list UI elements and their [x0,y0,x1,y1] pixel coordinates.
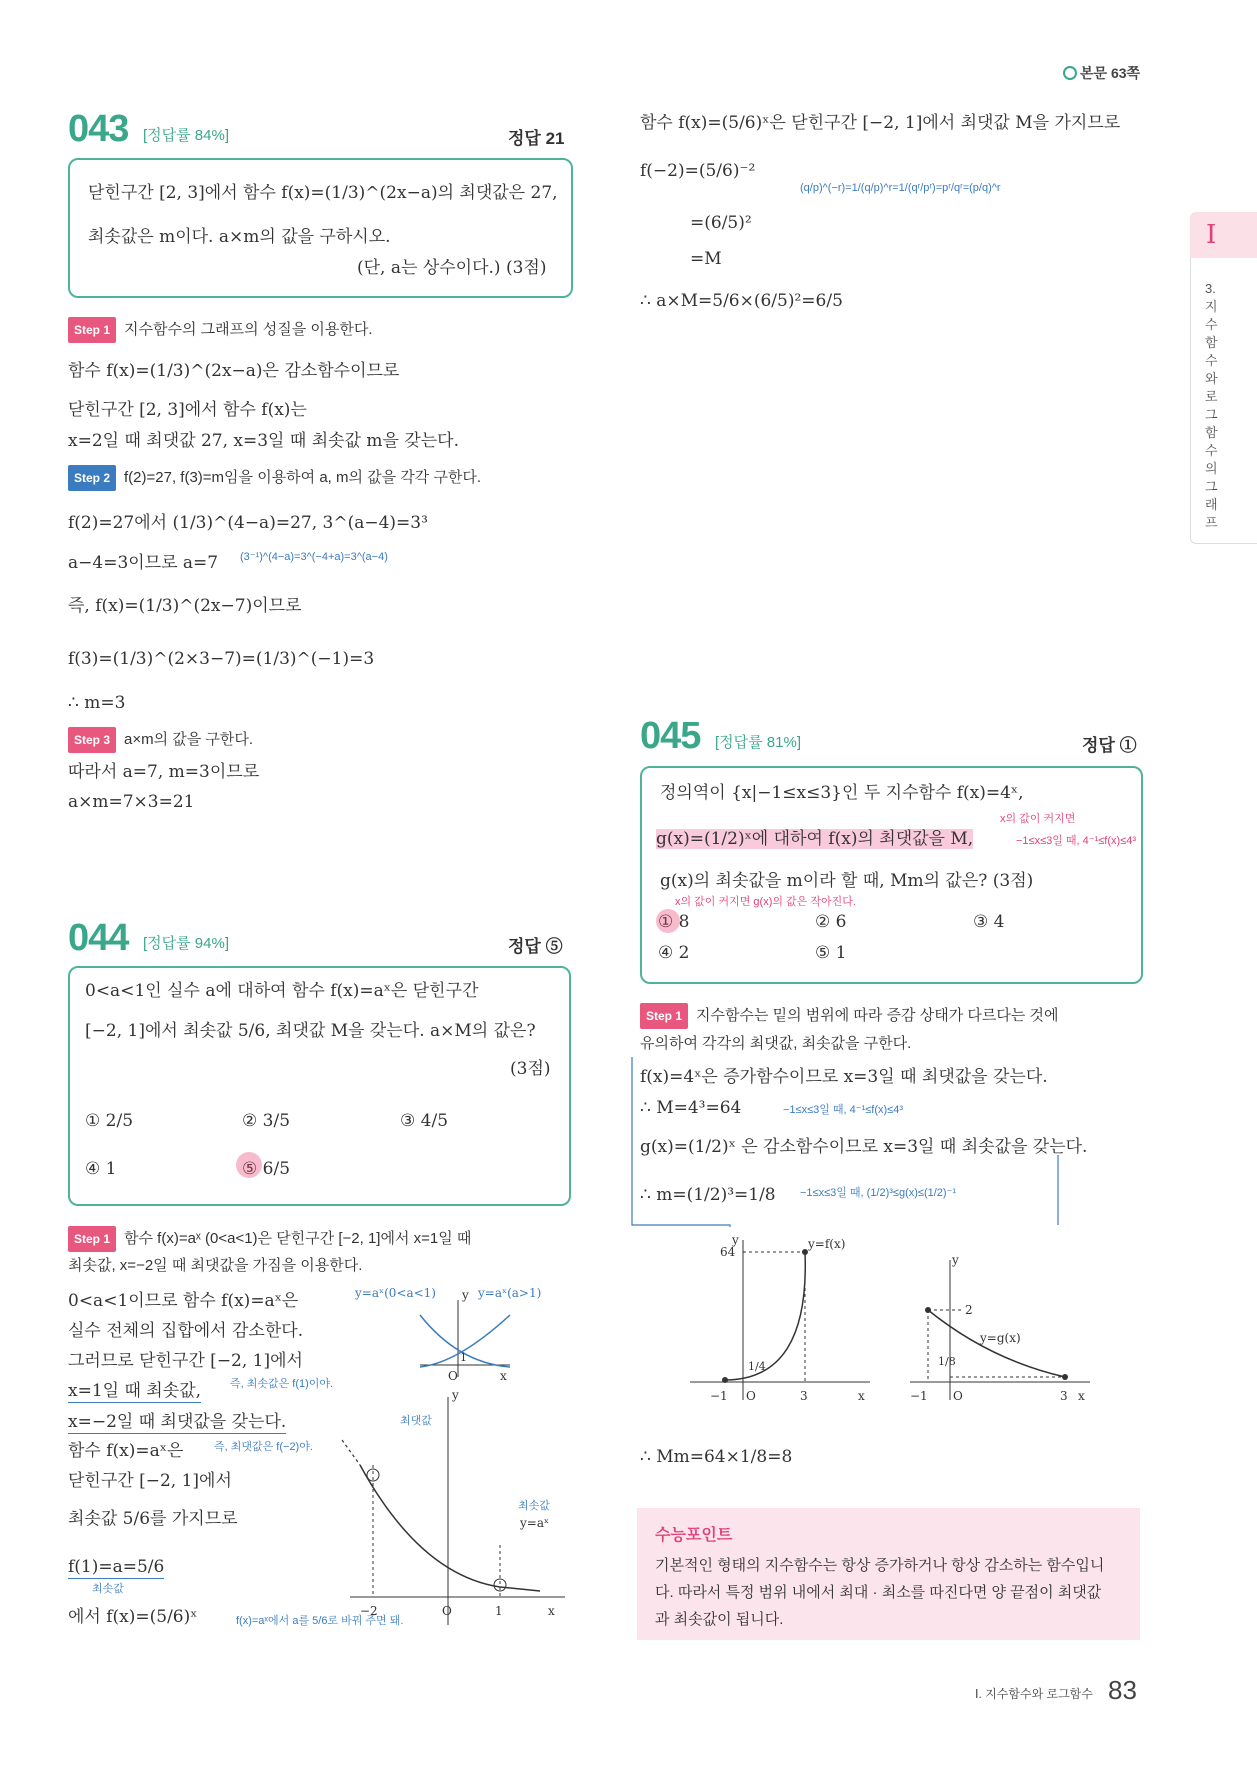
annotation: f(x)=aˣ에서 a를 5/6로 바꿔 주면 돼. [236,1615,404,1627]
solution-line: 닫힌구간 [−2, 1]에서 [68,1471,232,1491]
correct-rate: [정답률 81%] [715,734,801,751]
question-line: (3점) [510,1059,551,1079]
solution-line: 최솟값 5/6를 가지므로 [68,1509,238,1529]
step-1 [68,317,373,343]
answer: 정답 ① [1082,736,1137,755]
step-1 [68,1226,471,1252]
solution-line: f(x)=4ˣ은 증가함수이므로 x=3일 때 최댓값을 갖는다. [640,1067,1048,1087]
graph-f [680,1230,880,1410]
choice-4[interactable]: ④ 2 [658,943,690,963]
tick-label: −2 [360,1604,378,1618]
choice-2[interactable]: ② 3/5 [242,1111,291,1131]
question-line: 닫힌구간 [2, 3]에서 함수 f(x)=(1/3)^(2x−a)의 최댓값은 27, [88,183,558,203]
choice-5[interactable]: ⑤ 6/5 [242,1159,291,1179]
solution-line: x=1일 때 최솟값, [68,1381,201,1401]
solution-line: 그러므로 닫힌구간 [−2, 1]에서 [68,1351,303,1371]
max-label: 최댓값 [400,1415,432,1427]
origin-label: O [746,1389,756,1403]
step-text: 지수함수의 그래프의 성질을 이용한다. [124,320,373,338]
tick-label: 64 [720,1245,736,1259]
check-mark-icon [656,909,680,933]
step-badge: Step 2 [68,465,116,491]
side-tab-top [1190,212,1257,258]
origin-label: O [953,1389,963,1403]
choice-3[interactable]: ③ 4/5 [400,1111,449,1131]
step-badge: Step 1 [68,1226,116,1252]
question-line: (단, a는 상수이다.) (3점) [357,258,547,278]
step-badge: Step 1 [68,317,116,343]
axis-x-label: x [858,1389,865,1403]
tick-label: 1 [495,1604,503,1618]
tick-label: 1/4 [748,1360,766,1373]
solution-line: ∴ m=3 [68,693,126,713]
question-line: g(x)의 최솟값을 m이라 할 때, Mm의 값은? (3점) [660,871,1034,891]
origin-label: O [448,1369,458,1380]
question-line: 0<a<1인 실수 a에 대하여 함수 f(x)=aˣ은 닫힌구간 [85,981,479,1001]
solution-line: 즉, f(x)=(1/3)^(2x−7)이므로 [68,596,302,616]
intercept-label: 1 [460,1351,467,1364]
solution-line: f(−2)=(5/6)⁻² [640,161,756,181]
step-text: f(2)=27, f(3)=m임을 이용하여 a, m의 값을 각각 구한다. [124,468,482,486]
solution-line: ∴ m=(1/2)³=1/8 [640,1185,776,1205]
solution-line: ∴ a×M=5/6×(6/5)²=6/5 [640,291,843,311]
axis-y-label: y [952,1253,959,1267]
decay-graph [340,1385,570,1645]
exam-point-text: 기본적인 형태의 지수함수는 항상 증가하거나 항상 감소하는 함수입니 [655,1557,1105,1574]
choice-3[interactable]: ③ 4 [973,912,1005,932]
solution-line: ∴ Mm=64×1/8=8 [640,1447,793,1467]
step-text-cont: 최솟값, x=−2일 때 최댓값을 가짐을 이용한다. [68,1257,363,1274]
question-line: [−2, 1]에서 최솟값 5/6, 최댓값 M을 갖는다. a×M의 값은? [85,1021,536,1041]
footer-chapter: Ⅰ. 지수함수와 로그함수 [975,1687,1093,1701]
curve-label: y=f(x) [808,1237,846,1251]
solution-line: 닫힌구간 [2, 3]에서 함수 f(x)는 [68,400,307,420]
question-line: 최솟값은 m이다. a×m의 값을 구하시오. [88,227,391,247]
chapter-roman: I [1206,220,1217,250]
correct-rate: [정답률 84%] [143,127,229,144]
solution-line: x=−2일 때 최댓값을 갖는다. [68,1412,287,1432]
curve-label: y=g(x) [980,1331,1021,1345]
bracket-lines [628,1055,1068,1227]
step-text-cont: 유의하여 각각의 최댓값, 최솟값을 구한다. [640,1035,912,1052]
annotation: −1≤x≤3일 때, 4⁻¹≤f(x)≤4³ [1016,835,1136,847]
chapter-vertical-title: 3.지수함수와로그함수의그래프 [1205,281,1218,530]
axis-y-label: y [732,1233,739,1247]
annotation: −1≤x≤3일 때, 4⁻¹≤f(x)≤4³ [783,1104,903,1116]
tick-label: 3 [800,1389,808,1403]
answer: 정답 ⑤ [508,937,563,956]
tick-label: −1 [910,1389,928,1403]
annotation: −1≤x≤3일 때, (1/2)³≤g(x)≤(1/2)⁻¹ [800,1187,957,1199]
exam-point-text: 과 최솟값이 됩니다. [655,1611,784,1628]
choice-2[interactable]: ② 6 [815,912,847,932]
step-text: 함수 f(x)=aˣ (0<a<1)은 닫힌구간 [−2, 1]에서 x=1일 때 [124,1229,472,1247]
curve-label: y=aˣ(0<a<1) [355,1286,436,1300]
solution-line: f(1)=a=5/6 [68,1557,165,1577]
solution-line: ∴ M=4³=64 [640,1098,742,1118]
step-badge: Step 1 [640,1003,688,1029]
solution-line: g(x)=(1/2)ˣ 은 감소함수이므로 x=3일 때 최솟값을 갖는다. [640,1137,1088,1157]
tick-label: 2 [965,1303,973,1317]
axis-x-label: x [1078,1389,1085,1403]
annotation: 즉, 최솟값은 f(1)이야. [230,1378,334,1390]
tick-label: 3 [1060,1389,1068,1403]
page-ref: 본문 63쪽 [1063,63,1140,83]
tick-label: 1/8 [938,1355,956,1368]
exam-point-title: 수능포인트 [655,1527,733,1544]
annotation: (3⁻¹)^(4−a)=3^(−4+a)=3^(a−4) [240,551,388,563]
question-box [68,966,571,1206]
axis-y-label: y [462,1288,469,1302]
annotation: (q/p)^(−r)=1/(q/p)^r=1/(qʳ/pʳ)=pʳ/qʳ=(p/q)^r [800,182,1001,194]
problem-number: 044 [68,917,129,959]
choice-4[interactable]: ④ 1 [85,1159,117,1179]
circle-icon [1063,66,1077,80]
question-line: 정의역이 {x|−1≤x≤3}인 두 지수함수 f(x)=4ˣ, [660,783,1024,803]
solution-line: 0<a<1이므로 함수 f(x)=aˣ은 [68,1291,299,1311]
annotation: x의 값이 커지면 [1000,813,1076,825]
solution-line: x=2일 때 최댓값 27, x=3일 때 최솟값 m을 갖는다. [68,431,459,451]
solution-line: 함수 f(x)=(5/6)ˣ은 닫힌구간 [−2, 1]에서 최댓값 M을 가지므로 [640,113,1121,133]
annotation: 최솟값 [92,1583,124,1595]
graph-g [900,1250,1100,1410]
step-text: 지수함수는 밑의 범위에 따라 증감 상태가 다르다는 것에 [696,1006,1059,1024]
axis-x-label: x [500,1369,507,1380]
solution-line: f(2)=27에서 (1/3)^(4−a)=27, 3^(a−4)=3³ [68,513,428,533]
axis-y-label: y [452,1388,459,1402]
answer: 정답 21 [508,129,565,148]
solution-line: 함수 f(x)=(1/3)^(2x−a)은 감소함수이므로 [68,361,400,381]
solution-line: =(6/5)² [690,213,752,233]
problem-number: 045 [640,715,701,757]
check-mark-icon [236,1152,262,1178]
step-badge: Step 3 [68,727,116,753]
solution-line: a×m=7×3=21 [68,792,195,812]
step-text: a×m의 값을 구한다. [124,730,254,748]
small-graph [350,1285,570,1380]
solution-line: 함수 f(x)=aˣ은 [68,1441,184,1461]
solution-line: 에서 f(x)=(5/6)ˣ [68,1607,198,1627]
annotation: 즉, 최댓값은 f(−2)야. [214,1441,313,1453]
solution-line: a−4=3이므로 a=7 [68,553,219,573]
exam-point-text: 다. 따라서 특정 범위 내에서 최대 · 최소를 따진다면 양 끝점이 최댓값 [655,1584,1102,1601]
choice-1[interactable]: ① 2/5 [85,1111,134,1131]
highlighted-text: g(x)=(1/2)ˣ에 대하여 f(x)의 최댓값을 M, [656,829,974,849]
choice-1[interactable]: ① 8 [658,912,690,932]
curve-label: y=aˣ(a>1) [478,1286,542,1300]
page-number: 83 [1108,1675,1137,1705]
problem-number: 043 [68,108,129,150]
annotation: x의 값이 커지면 g(x)의 값은 작아진다. [675,896,856,908]
step-3 [68,727,253,753]
solution-line: 실수 전체의 집합에서 감소한다. [68,1321,304,1341]
correct-rate: [정답률 94%] [143,935,229,952]
tick-label: −1 [710,1389,728,1403]
question-line [656,828,973,850]
origin-label: O [442,1604,452,1618]
min-label: 최솟값 [518,1500,550,1512]
curve-label: y=aˣ [520,1516,550,1530]
step-2 [68,465,481,491]
step-1 [640,1003,1058,1029]
solution-line: =M [690,249,722,269]
solution-line: 따라서 a=7, m=3이므로 [68,762,260,782]
choice-5[interactable]: ⑤ 1 [815,943,847,963]
solution-line: f(3)=(1/3)^(2×3−7)=(1/3)^(−1)=3 [68,649,375,669]
axis-x-label: x [548,1604,555,1618]
